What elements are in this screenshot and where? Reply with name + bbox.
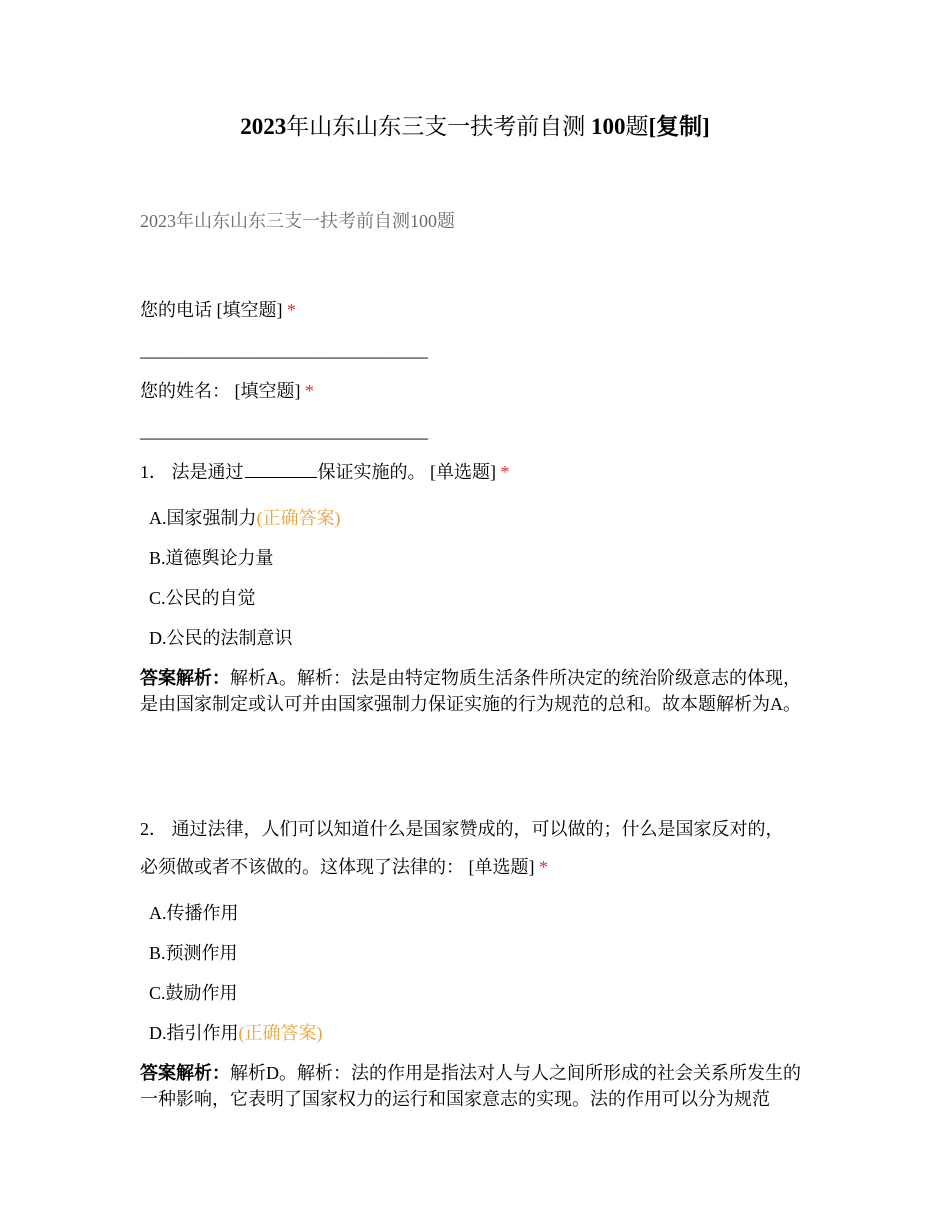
question-1-analysis	[140, 665, 816, 717]
analysis-label: 答案解析：	[140, 1063, 230, 1083]
question-1-option-d[interactable]	[149, 625, 293, 651]
question-2-option-c[interactable]	[149, 980, 238, 1006]
question-2-option-b[interactable]	[149, 940, 238, 966]
option-text: B.道德舆论力量	[149, 548, 274, 568]
question-2-stem-line-1	[140, 816, 784, 842]
question-1-text-before: 法是通过	[171, 462, 244, 482]
question-2-analysis	[140, 1060, 816, 1112]
question-2-text-line-1: 通过法律，人们可以知道什么是国家赞成的，可以做的；什么是国家反对的，	[171, 819, 784, 839]
option-text: C.鼓励作用	[149, 983, 238, 1003]
title-copy-tag: [复制]	[648, 114, 710, 139]
name-type-tag: [填空题]	[234, 381, 301, 401]
question-1-option-c[interactable]	[149, 585, 256, 611]
question-2-number: 2．	[140, 819, 167, 839]
question-1-option-b[interactable]	[149, 545, 274, 571]
question-1-stem	[140, 459, 510, 485]
option-text: B.预测作用	[149, 943, 238, 963]
phone-field-label	[140, 297, 296, 323]
option-text: D.指引作用	[149, 1023, 239, 1043]
page-subtitle: 2023年山东山东三支一扶考前自测100题	[140, 211, 455, 231]
name-label-text: 您的姓名：	[140, 381, 230, 401]
question-1-number: 1．	[140, 462, 167, 482]
analysis-text: 解析A。解析：法是由特定物质生活条件所决定的统治阶级意志的体现，是由国家制定或认可并由国家强制力保证实施的行为规范的总和。故本题解析为A。	[140, 668, 801, 714]
correct-answer-mark: (正确答案)	[238, 1023, 323, 1043]
question-2-option-d[interactable]	[149, 1020, 323, 1046]
analysis-text: 解析D。解析：法的作用是指法对人与人之间所形成的社会关系所发生的一种影响，它表明了国家权力的运行和国家意志的实现。法的作用可以分为规范	[140, 1063, 801, 1109]
title-text: 年山东山东三支一扶考前自测	[286, 114, 586, 139]
option-text: D.公民的法制意识	[149, 628, 293, 648]
option-text: C.公民的自觉	[149, 588, 256, 608]
question-2-text-line-2: 必须做或者不该做的。这体现了法律的：	[140, 857, 464, 877]
name-input-blank[interactable]: ________________________________	[140, 421, 428, 441]
question-2-stem-line-2	[140, 854, 548, 880]
correct-answer-mark: (正确答案)	[256, 508, 341, 528]
phone-required-mark: *	[287, 300, 296, 320]
name-field-label	[140, 378, 314, 404]
title-year: 2023	[240, 114, 287, 139]
question-1-option-a[interactable]	[149, 505, 341, 531]
option-text: A.传播作用	[149, 903, 239, 923]
question-2-type-tag: [单选题]	[468, 857, 535, 877]
question-1-type-tag: [单选题]	[430, 462, 496, 482]
question-1-required-mark: *	[500, 462, 510, 482]
title-suffix: 题	[625, 114, 649, 139]
analysis-label: 答案解析：	[140, 668, 230, 688]
question-2-required-mark: *	[539, 857, 548, 877]
question-2-option-a[interactable]	[149, 900, 239, 926]
phone-label-text: 您的电话	[140, 300, 212, 320]
question-1-text-after: 保证实施的。	[317, 462, 426, 482]
phone-type-tag: [填空题]	[216, 300, 283, 320]
name-required-mark: *	[305, 381, 314, 401]
page-title	[0, 112, 950, 142]
title-count: 100	[590, 114, 626, 139]
phone-input-blank[interactable]: ________________________________	[140, 340, 428, 360]
option-text: A.国家强制力	[149, 508, 257, 528]
question-1-blank	[245, 459, 317, 478]
